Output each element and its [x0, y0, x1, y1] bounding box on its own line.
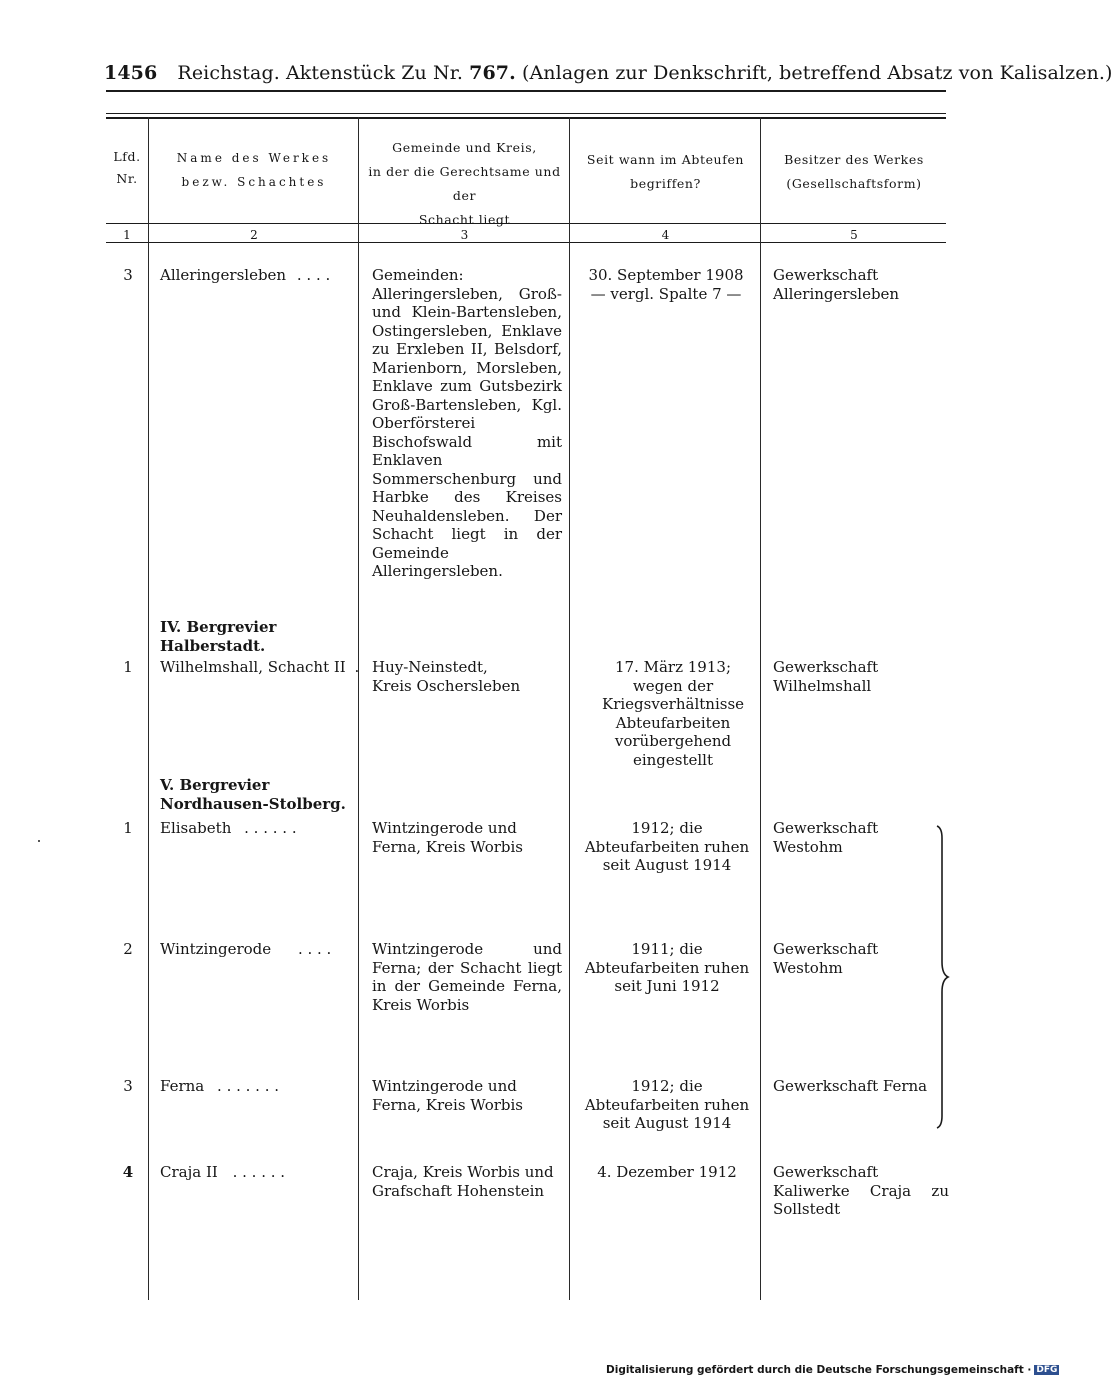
scan-speck	[38, 840, 40, 842]
column-head-lfd-nr	[106, 146, 148, 190]
row-gemeinde: Gemeinden: Alleringersleben, Groß- und Klein-Bartensleben, Ostingersleben, Enklave zu Erxleben II, Belsdorf, Marienborn, Morsleben, Enklave zum Gutsbezirk Groß-Bartensleben, Kgl. Oberförsterei Bischofswald mit Enklaven Sommerschenburg und Harbke des Kreises Neuhaldensleben. Der Schacht liegt in der Gemeinde Alleringersleben.	[372, 266, 562, 580]
section-heading: IV. Bergrevier Halberstadt.	[160, 618, 277, 655]
row-name-text: Elisabeth	[160, 819, 232, 837]
row-seit: 4. Dezember 1912	[597, 1163, 737, 1181]
row-seit: 1912; die Abteufarbeiten ruhen seit August 1914	[584, 1077, 750, 1132]
row-number: 2	[123, 940, 133, 958]
row-seit: 30. September 1908 — vergl. Spalte 7 —	[588, 266, 744, 303]
column-head-seit-wann	[571, 148, 760, 196]
row-number: 1	[123, 658, 133, 676]
section-heading: V. Bergrevier Nordhausen-Stolberg.	[160, 776, 346, 813]
column-number-1: 1	[123, 228, 131, 242]
row-name-text: Wintzingerode	[160, 940, 272, 958]
column-rule-3	[569, 117, 570, 1300]
column-rule-4	[760, 117, 761, 1300]
row-number: 3	[123, 1077, 133, 1095]
column-head-name	[150, 146, 358, 194]
column-head-line: Lfd.	[113, 149, 141, 164]
leader-dots: . . . . . .	[244, 819, 297, 837]
leader-dots: . . . . . .	[232, 1163, 286, 1181]
row-gemeinde: Craja, Kreis Worbis und Grafschaft Hohenstein	[372, 1163, 554, 1200]
row-name-text: Craja II	[160, 1163, 218, 1181]
header-title: Reichstag. Aktenstück Zu Nr.	[177, 62, 463, 84]
leader-dots: .	[354, 658, 360, 676]
leader-dots: . . . . . . .	[217, 1077, 280, 1095]
column-number-2: 2	[250, 228, 258, 242]
leader-dots: . . . .	[296, 266, 331, 284]
number-row-rule	[106, 242, 946, 243]
row-name	[160, 1077, 356, 1095]
column-head-line: in der die Gerechtsame und der	[368, 164, 561, 203]
page-number: 1456	[104, 62, 158, 84]
row-besitzer: Gewerkschaft Kaliwerke Craja zu Sollstedt	[773, 1163, 949, 1218]
row-name	[160, 940, 356, 958]
column-head-line: Besitzer des Werkes	[784, 152, 924, 167]
dfg-logo: DFG	[1036, 1365, 1058, 1375]
page-header	[104, 62, 1113, 84]
row-name	[160, 819, 356, 837]
column-head-line: Gemeinde und Kreis,	[392, 140, 537, 155]
row-gemeinde: Wintzingerode und Ferna; der Schacht liegt in der Gemeinde Ferna, Kreis Worbis	[372, 940, 562, 1014]
footer-credit	[606, 1364, 1059, 1376]
row-besitzer: Gewerkschaft Westohm	[773, 940, 879, 977]
column-head-line: Name des Werkes	[176, 151, 332, 165]
row-number: 1	[123, 819, 133, 837]
header-rule-thick	[106, 90, 946, 92]
column-head-line: Seit wann im Abteufen	[586, 152, 745, 167]
row-name	[160, 1163, 356, 1181]
column-head-gemeinde	[360, 136, 569, 232]
column-number-3: 3	[460, 228, 469, 242]
table-top-rule-1	[106, 113, 946, 114]
row-besitzer: Gewerkschaft Westohm	[773, 819, 879, 856]
row-name-text: Alleringersleben	[160, 266, 287, 284]
header-doc-number: 767.	[469, 62, 516, 84]
row-besitzer: Gewerkschaft Ferna	[773, 1077, 928, 1095]
row-gemeinde: Wintzingerode und Ferna, Kreis Worbis	[372, 819, 523, 856]
row-gemeinde: Huy-Neinstedt, Kreis Oschersleben	[372, 658, 521, 695]
row-besitzer: Gewerkschaft Alleringersleben	[773, 266, 900, 303]
column-rule-2	[358, 117, 359, 1300]
row-gemeinde: Wintzingerode und Ferna, Kreis Worbis	[372, 1077, 523, 1114]
column-rule-1	[148, 117, 149, 1300]
column-number-4: 4	[661, 228, 670, 242]
row-name-text: Wilhelmshall, Schacht II	[160, 658, 346, 676]
row-besitzer: Gewerkschaft Wilhelmshall	[773, 658, 879, 695]
row-name-text: Ferna	[160, 1077, 205, 1095]
row-seit: 1912; die Abteufarbeiten ruhen seit August 1914	[584, 819, 750, 874]
column-head-besitzer	[762, 148, 946, 196]
row-number: 4	[122, 1163, 134, 1181]
column-head-line: (Gesellschaftsform)	[786, 176, 922, 191]
leader-dots: . . . .	[297, 940, 332, 958]
header-subtitle: (Anlagen zur Denkschrift, betreffend Absatz von Kalisalzen.)	[521, 62, 1113, 84]
footer-text: Digitalisierung gefördert durch die Deutsche Forschungsgemeinschaft ·	[606, 1364, 1032, 1376]
column-head-line: Nr.	[116, 171, 138, 186]
row-seit: 1911; die Abteufarbeiten ruhen seit Juni 1912	[584, 940, 750, 995]
column-head-line: begriffen?	[630, 176, 701, 191]
column-number-5: 5	[850, 228, 858, 242]
row-seit: 17. März 1913; wegen der Kriegsverhältnisse Abteufarbeiten vorübergehend eingestellt	[601, 658, 745, 769]
table-top-rule-2	[106, 117, 946, 119]
column-head-line: Schacht liegt	[418, 212, 511, 227]
grouping-brace	[935, 826, 949, 1128]
row-name	[160, 266, 356, 284]
row-name	[160, 658, 360, 676]
row-number: 3	[123, 266, 133, 284]
column-head-line: bezw. Schachtes	[181, 175, 327, 189]
